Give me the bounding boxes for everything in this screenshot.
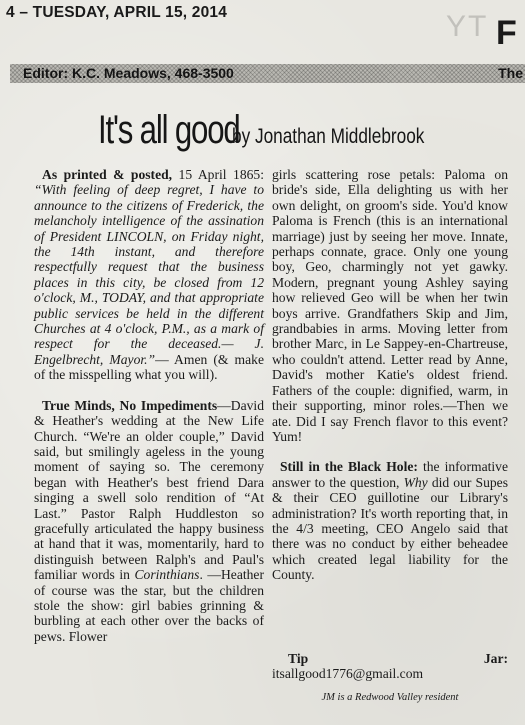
paragraph-tail: — Amen (& make of the misspelling what you will). [34, 351, 264, 383]
column-title: It's all good [98, 108, 240, 152]
paragraph-body: the informative answer to the question, [272, 459, 508, 490]
paragraph-date: 15 April 1865: [172, 167, 265, 182]
paragraph-lead: As printed & posted, [42, 167, 173, 182]
paragraph-body: did our Supes & their CEO guillotine our Library's administration? It's worth reporting that, in the 4/3 meeting, CEO Angelo said that there was no conduct by either beheadee which created legal liability for the County. [272, 474, 508, 583]
editor-bar [10, 64, 525, 83]
column-byline: by Jonathan Middlebrook [231, 125, 425, 148]
paragraph-italic: Why [403, 474, 428, 490]
paragraph-wedding [34, 398, 264, 645]
editor-line: Editor: K.C. Meadows, 468-3500 [23, 65, 234, 81]
paragraph-quote: “With feeling of deep regret, I have to announce to the citizens of Frederick, the melancholy intelligence of the assination of President LINCOLN, on Friday night, the 14th instant, and therefore respectfully request that the business places in this city, be closed from 12 o'clock, M., TODAY, and that appropriate public services be held in the different Churches at 4 o'clock, P.M., as a mark of respect for the deceased.— J. Engelbrecht, Mayor.” [34, 182, 264, 367]
paragraph-lincoln [34, 167, 264, 383]
right-column [272, 167, 508, 583]
paragraph-lead: Still in the Black Hole: [280, 459, 418, 475]
paragraph-body: . —Heather of course was the star, but the children stole the show: girl babies grinning & burbling at each other over the backs of pews. Flower [34, 567, 264, 644]
jar-label: Jar: [483, 651, 508, 666]
paragraph-body: girls scattering rose petals: Paloma on bride's side, Ella delighting us with her own delight, on groom's side. You'd know Paloma is French (this is an international marriage) just by seeing her move. Innate, perhaps connate, grace. Only one young boy, Geo, charmingly not yet gawky. Modern, pregnant young Ashley saying how relieved Geo will be when her twin boys arrive. Grandfathers Skip and Jim, grandbabies in arms. Moving letter from brother Marc, in Le Sappey-en-Chartreuse, who couldn't attend. Letter read by Anne, David's mother Katie's oldest friend. Fathers of the couple: dignified, warm, in their supporting, minor roles.—Then we ate. Did I say French flavor to this event? Yum! [272, 167, 508, 444]
paragraph-lead: True Minds, No Impediments [42, 397, 218, 413]
paragraph-italic: Corinthians [134, 567, 200, 583]
author-footnote: JM is a Redwood Valley resident [321, 692, 459, 703]
masthead-partial: F [496, 14, 517, 52]
paragraph-gap [34, 383, 264, 398]
tip-email: itsallgood1776@gmail.com [272, 666, 424, 681]
left-column [34, 167, 264, 644]
editor-bar-right: The [498, 65, 523, 81]
paragraph-wedding-cont [272, 167, 508, 444]
tip-label: Tip [288, 651, 309, 666]
column-heading [0, 108, 525, 153]
paragraph-gap [272, 444, 508, 459]
page-dateline: 4 – TUESDAY, APRIL 15, 2014 [6, 4, 228, 21]
paragraph-body: —David & Heather's wedding at the New Life Church. “We're an older couple,” David said, but smilingly ageless in the young moment of saying so. The ceremony began with Heather's best friend Dara singing a swell solo rendition of “At Last.” Pastor Ralph Huddleston so gracefully articulated the happy business at hand that it was, momentarily, hard to distinguish between Ralph's and Paul's familiar words in [34, 397, 264, 583]
bleed-through-text: YT [446, 10, 489, 43]
paragraph-black-hole [272, 459, 508, 582]
